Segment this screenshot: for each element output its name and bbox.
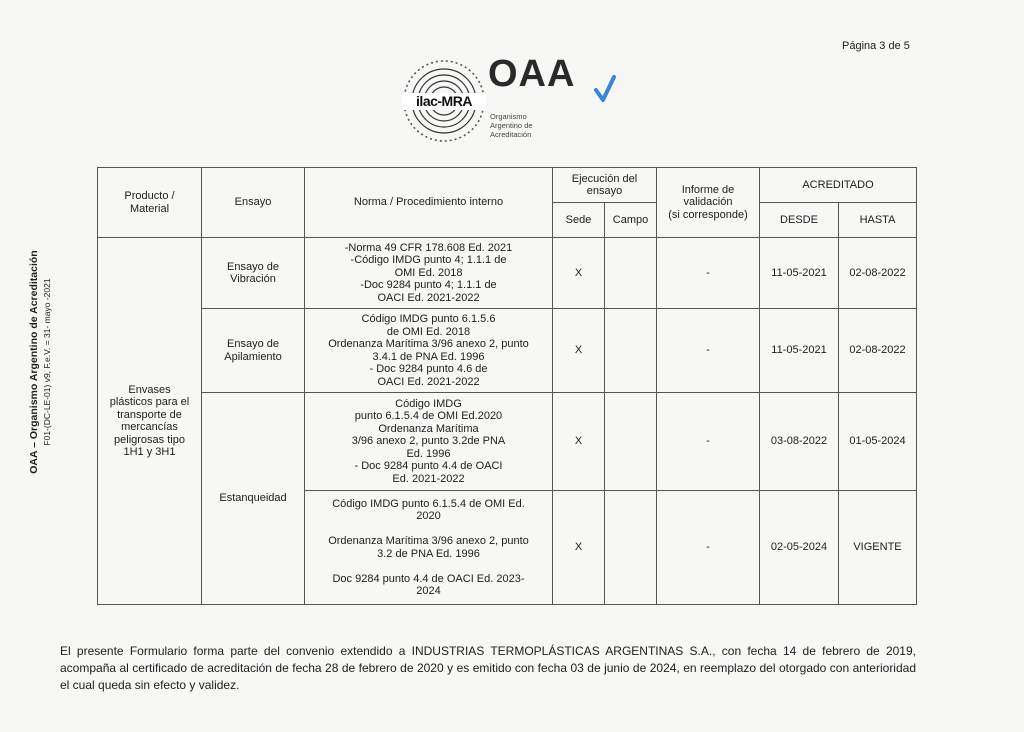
table-row bbox=[98, 393, 917, 491]
hasta-cell: 02-08-2022 bbox=[839, 238, 917, 309]
header-informe: Informe de validación (si corresponde) bbox=[657, 168, 760, 238]
sede-cell: X bbox=[553, 491, 605, 605]
campo-cell bbox=[605, 309, 657, 393]
side-label-org: OAA – Organismo Argentino de Acreditación bbox=[28, 250, 40, 474]
header-hasta: HASTA bbox=[839, 203, 917, 238]
header-ejecucion: Ejecución del ensayo bbox=[553, 168, 657, 203]
informe-cell: - bbox=[657, 309, 760, 393]
header-norma: Norma / Procedimiento interno bbox=[305, 168, 553, 238]
ensayo-cell: Ensayo de Vibración bbox=[202, 238, 305, 309]
table-row bbox=[98, 309, 917, 393]
oaa-text: OAA bbox=[488, 53, 576, 95]
desde-cell: 11-05-2021 bbox=[760, 238, 839, 309]
campo-cell bbox=[605, 238, 657, 309]
desde-cell: 02-05-2024 bbox=[760, 491, 839, 605]
accreditation-table bbox=[97, 167, 917, 605]
producto-cell: Envases plásticos para el transporte de mercancías peligrosas tipo 1H1 y 3H1 bbox=[98, 238, 202, 605]
hasta-cell: 02-08-2022 bbox=[839, 309, 917, 393]
informe-cell: - bbox=[657, 238, 760, 309]
norma-cell: Código IMDG punto 6.1.5.6 de OMI Ed. 2018 Ordenanza Marítima 3/96 anexo 2, punto 3.4.1 de PNA Ed. 1996 - Doc 9284 punto 4.6 de OACI Ed. 2021-2022 bbox=[305, 309, 553, 393]
header-ensayo: Ensayo bbox=[202, 168, 305, 238]
informe-cell: - bbox=[657, 491, 760, 605]
ensayo-cell: Estanqueidad bbox=[202, 393, 305, 605]
header-sede: Sede bbox=[553, 203, 605, 238]
check-icon bbox=[594, 75, 616, 103]
side-label bbox=[16, 224, 64, 500]
organization-name: Organismo Argentino de Acreditación bbox=[490, 112, 533, 139]
oaa-logo bbox=[398, 55, 620, 147]
header-producto: Producto / Material bbox=[98, 168, 202, 238]
header-desde: DESDE bbox=[760, 203, 839, 238]
desde-cell: 03-08-2022 bbox=[760, 393, 839, 491]
sede-cell: X bbox=[553, 309, 605, 393]
header-acreditado: ACREDITADO bbox=[760, 168, 917, 203]
ensayo-cell: Ensayo de Apilamiento bbox=[202, 309, 305, 393]
informe-cell: - bbox=[657, 393, 760, 491]
norma-cell: -Norma 49 CFR 178.608 Ed. 2021 -Código IMDG punto 4; 1.1.1 de OMI Ed. 2018 -Doc 9284 punto 4; 1.1.1 de OACI Ed. 2021-2022 bbox=[305, 238, 553, 309]
side-label-form: F01-(DC-LE-01) v9, F.e.V. = 31- mayo -2021 bbox=[42, 278, 52, 446]
norma-cell: Código IMDG punto 6.1.5.4 de OMI Ed. 2020 Ordenanza Marítima 3/96 anexo 2, punto 3.2 de PNA Ed. 1996 Doc 9284 punto 4.4 de OACI Ed. 2023- 2024 bbox=[305, 491, 553, 605]
norma-cell: Código IMDG punto 6.1.5.4 de OMI Ed.2020 Ordenanza Marítima 3/96 anexo 2, punto 3.2de PNA Ed. 1996 - Doc 9284 punto 4.4 de OACI Ed. 2021-2022 bbox=[305, 393, 553, 491]
hasta-cell: VIGENTE bbox=[839, 491, 917, 605]
footer-statement: El presente Formulario forma parte del convenio extendido a INDUSTRIAS TERMOPLÁSTICAS ARGENTINAS S.A., con fecha 14 de febrero de 2019, acompaña al certificado de acreditación de fecha 28 de febrero de 2020 y es emitido con fecha 03 de junio de 2024, en reemplazo del otorgado con anterioridad el cual queda sin efecto y validez. bbox=[60, 644, 916, 692]
page-number: Página 3 de 5 bbox=[842, 40, 910, 52]
campo-cell bbox=[605, 393, 657, 491]
ilac-mra-text: ilac-MRA bbox=[402, 93, 486, 110]
sede-cell: X bbox=[553, 238, 605, 309]
campo-cell bbox=[605, 491, 657, 605]
desde-cell: 11-05-2021 bbox=[760, 309, 839, 393]
sede-cell: X bbox=[553, 393, 605, 491]
hasta-cell: 01-05-2024 bbox=[839, 393, 917, 491]
header-campo: Campo bbox=[605, 203, 657, 238]
table-row bbox=[98, 238, 917, 309]
